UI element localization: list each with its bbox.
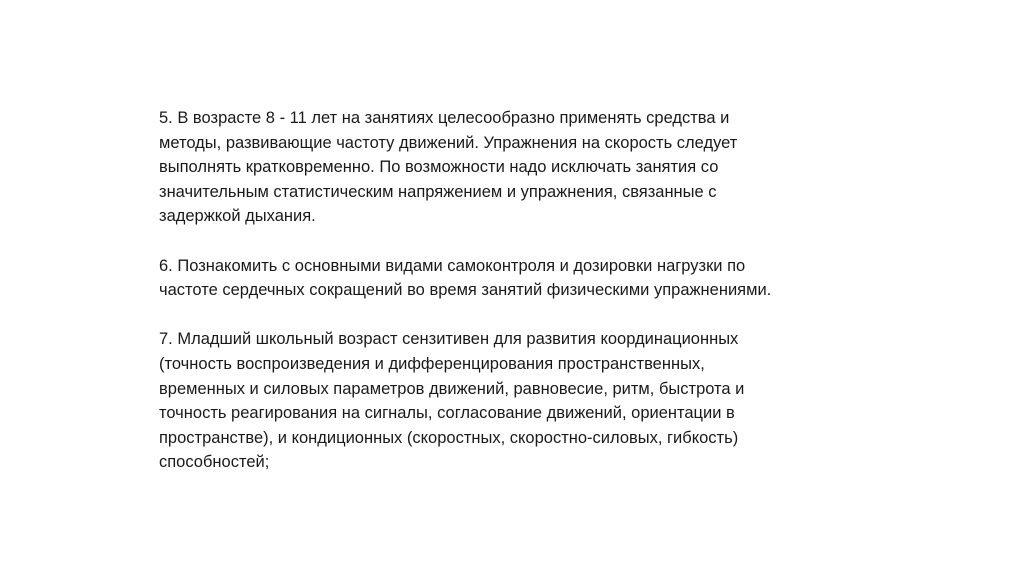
paragraph-5 <box>159 106 859 229</box>
paragraph-7 <box>159 327 859 475</box>
text-line: пространстве), и кондиционных (скоростных, скоростно-силовых, гибкость) <box>159 428 739 447</box>
text-line: 5. В возрасте 8 - 11 лет на занятиях целесообразно применять средства и <box>159 109 730 127</box>
text-line: точность реагирования на сигналы, согласование движений, ориентации в <box>159 404 735 423</box>
paragraph-spacer <box>159 229 859 254</box>
slide-body <box>159 106 859 475</box>
text-line: выполнять кратковременно. По возможности надо исключать занятия со <box>159 158 719 177</box>
text-line: частоте сердечных сокращений во время занятий физическими упражнениями. <box>159 281 772 300</box>
text-line: временных и силовых параметров движений, равновесие, ритм, быстрота и <box>159 379 745 398</box>
text-line: (точность воспроизведения и дифференцирования пространственных, <box>159 354 705 373</box>
text-line: 6. Познакомить с основными видами самоконтроля и дозировки нагрузки по <box>159 256 746 275</box>
paragraph-spacer <box>159 303 859 328</box>
paragraph-6 <box>159 254 859 303</box>
text-line: способностей; <box>159 453 270 472</box>
text-line: 7. Младший школьный возраст сензитивен для развития координационных <box>159 330 739 349</box>
text-line: методы, развивающие частоту движений. Упражнения на скорость следует <box>159 133 738 152</box>
text-line: значительным статистическим напряжением и упражнения, связанные с <box>159 182 717 201</box>
text-line: задержкой дыхания. <box>159 207 316 226</box>
